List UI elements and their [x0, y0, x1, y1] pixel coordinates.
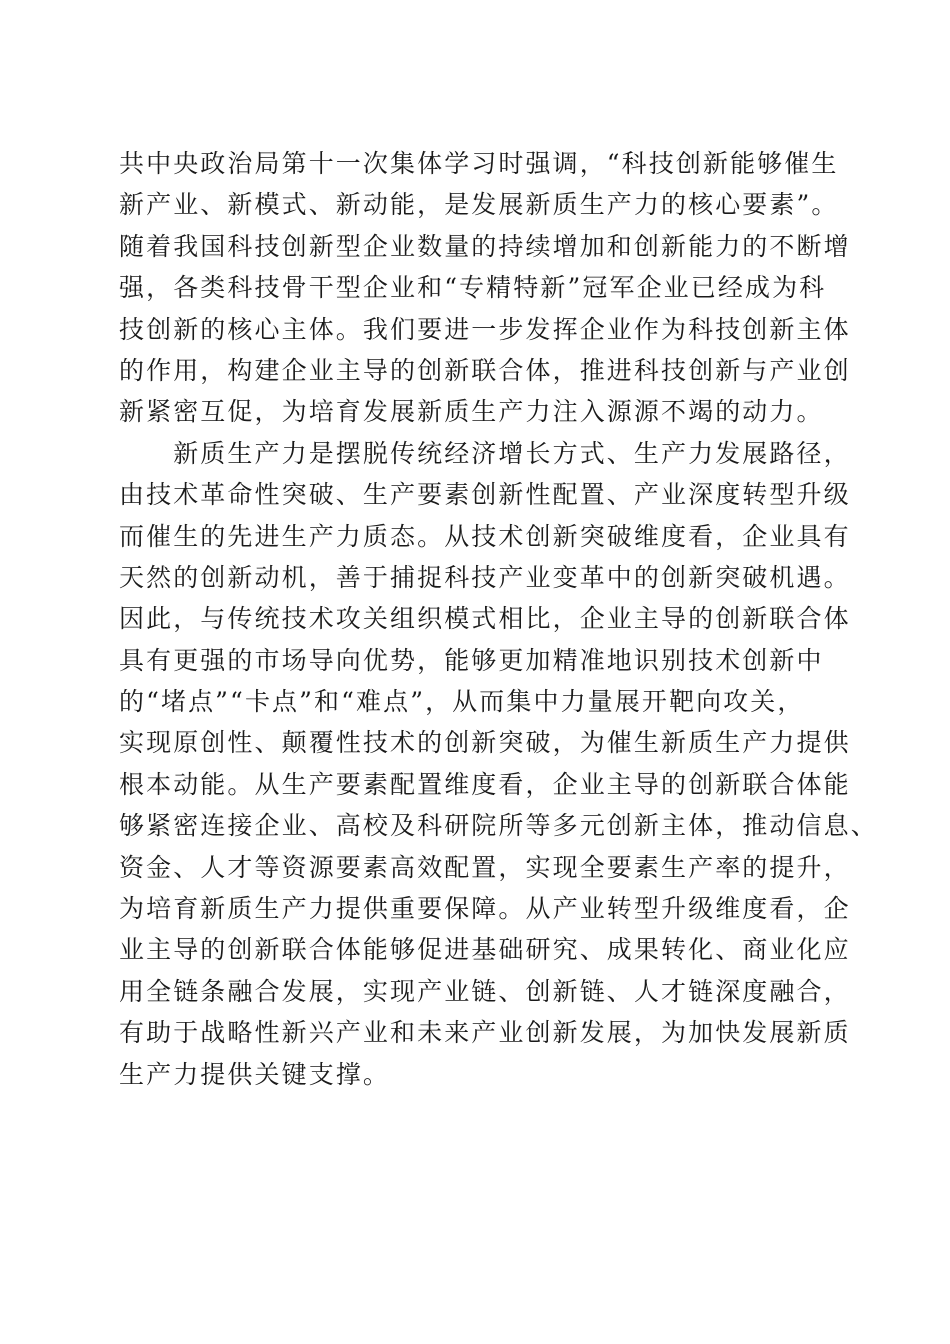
text-line-13: 具有更强的市场导向优势，能够更加精准地识别技术创新中	[119, 645, 824, 675]
document-body	[119, 143, 878, 1095]
text-line-3: 随着我国科技创新型企业数量的持续增加和创新能力的不断增	[119, 231, 851, 261]
text-line-10: 而催生的先进生产力质态。从技术创新突破维度看，企业具有	[119, 521, 851, 551]
text-line-15: 实现原创性、颠覆性技术的创新突破，为催生新质生产力提供	[119, 728, 851, 758]
text-line-12: 因此，与传统技术攻关组织模式相比，企业主导的创新联合体	[119, 604, 851, 634]
text-line-19: 为培育新质生产力提供重要保障。从产业转型升级维度看，企	[119, 894, 851, 924]
text-line-23: 生产力提供关键支撑。	[119, 1059, 391, 1089]
text-line-5: 技创新的核心主体。我们要进一步发挥企业作为科技创新主体	[119, 314, 851, 344]
text-line-2: 新产业、新模式、新动能，是发展新质生产力的核心要素”。	[119, 190, 839, 220]
text-line-20: 业主导的创新联合体能够促进基础研究、成果转化、商业化应	[119, 935, 851, 965]
text-line-18: 资金、人才等资源要素高效配置，实现全要素生产率的提升，	[119, 852, 851, 882]
text-line-1: 共中央政治局第十一次集体学习时强调，“科技创新能够催生	[119, 149, 839, 178]
text-line-6: 的作用，构建企业主导的创新联合体，推进科技创新与产业创	[119, 355, 851, 385]
text-line-11: 天然的创新动机，善于捕捉科技产业变革中的创新突破机遇。	[119, 562, 851, 592]
text-line-8: 新质生产力是摆脱传统经济增长方式、生产力发展路径，	[119, 438, 851, 468]
text-line-21: 用全链条融合发展，实现产业链、创新链、人才链深度融合，	[119, 976, 851, 1006]
text-line-9: 由技术革命性突破、生产要素创新性配置、产业深度转型升级	[119, 480, 851, 510]
text-line-17: 够紧密连接企业、高校及科研院所等多元创新主体，推动信息、	[119, 811, 878, 841]
text-line-16: 根本动能。从生产要素配置维度看，企业主导的创新联合体能	[119, 769, 851, 799]
text-line-14: 的“堵点”“卡点”和“难点”，从而集中力量展开靶向攻关，	[119, 687, 805, 717]
text-line-22: 有助于战略性新兴产业和未来产业创新发展，为加快发展新质	[119, 1018, 851, 1048]
text-line-7: 新紧密互促，为培育发展新质生产力注入源源不竭的动力。	[119, 397, 824, 427]
text-line-4: 强，各类科技骨干型企业和“专精特新”冠军企业已经成为科	[119, 273, 827, 303]
